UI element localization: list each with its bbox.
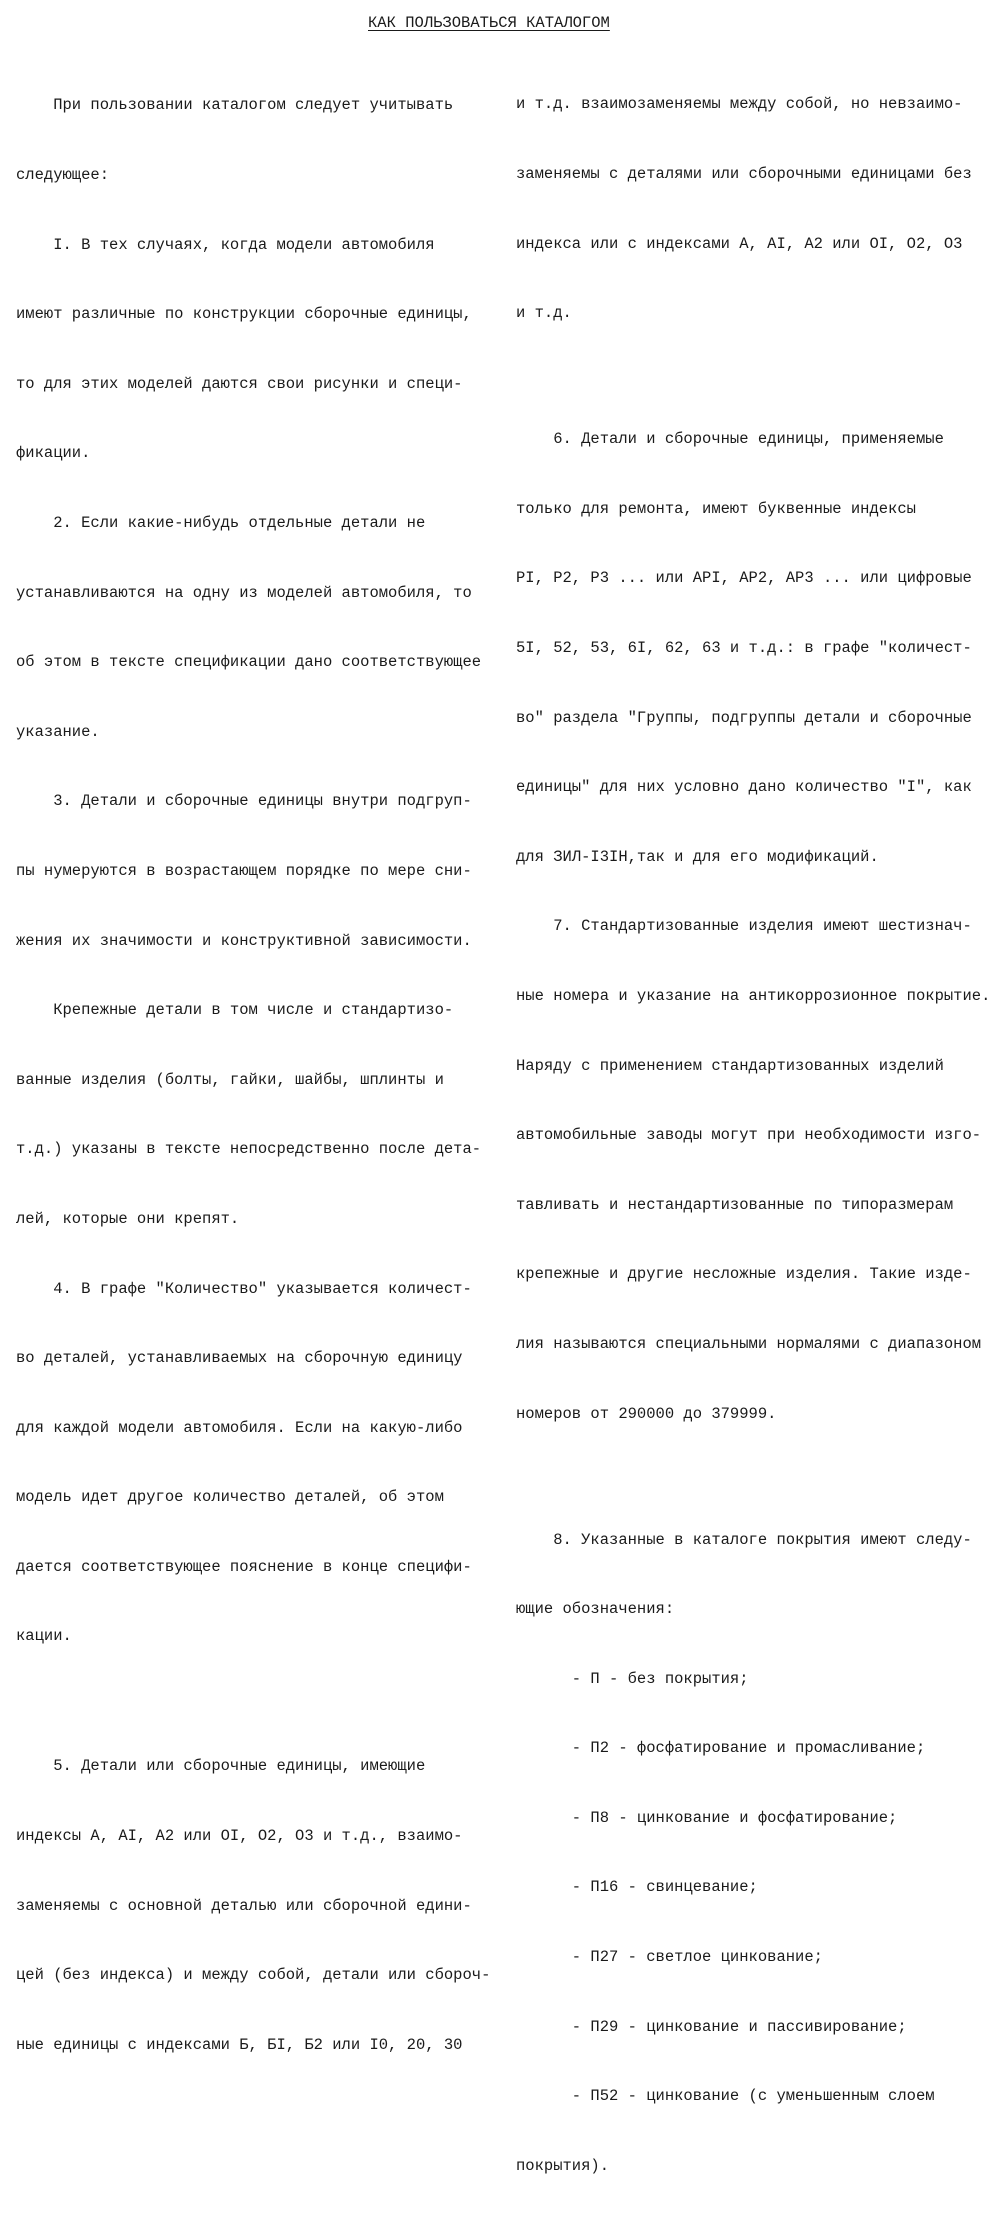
text-line: лия называются специальными нормалями с диапазоном — [516, 1334, 982, 1353]
coating-list-item: - П16 - свинцевание; — [516, 1878, 758, 1897]
text-line: жения их значимости и конструктивной зависимости. — [16, 931, 472, 950]
text-line: модель идет другое количество деталей, об этом — [16, 1488, 444, 1507]
text-line: 5. Детали или сборочные единицы, имеющие — [16, 1757, 426, 1776]
text-line: и т.д. взаимозаменяемы между собой, но невзаимо- — [516, 95, 963, 114]
text-line: ванные изделия (болты, гайки, шайбы, шплинты и — [16, 1070, 444, 1089]
text-line: Наряду с применением стандартизованных изделий — [516, 1056, 944, 1075]
text-line: кации. — [16, 1627, 72, 1646]
text-line: 4. В графе "Количество" указывается количест- — [16, 1279, 472, 1298]
text-line: заменяемы с основной деталью или сборочной едини- — [16, 1896, 472, 1915]
text-line: Крепежные детали в том числе и стандартизо- — [16, 1001, 454, 1020]
text-line: крепежные и другие несложные изделия. Такие изде- — [516, 1265, 972, 1284]
text-line: 2. Если какие-нибудь отдельные детали не — [16, 513, 426, 532]
text-line: и т.д. — [516, 304, 572, 323]
text-line: покрытия). — [516, 2156, 610, 2175]
coating-list-item: - П29 - цинкование и пассивирование; — [516, 2017, 907, 2036]
text-line: указание. — [16, 722, 100, 741]
text-line: следующее: — [16, 166, 110, 184]
text-line: фикации. — [16, 444, 91, 463]
text-line: 3. Детали и сборочные единицы внутри подгруп- — [16, 792, 472, 811]
text-line: т.д.) указаны в тексте непосредственно после дета- — [16, 1140, 482, 1159]
text-line: для каждой модели автомобиля. Если на какую-либо — [16, 1418, 463, 1437]
left-column — [16, 48, 506, 2103]
text-line: автомобильные заводы могут при необходимости изго- — [516, 1126, 982, 1145]
text-line: PI, P2, P3 ... или АРI, АР2, АР3 ... или цифровые — [516, 569, 972, 588]
text-line: цей (без индекса) и между собой, детали или сбороч- — [16, 1966, 491, 1985]
text-line: заменяемы с деталями или сборочными единицами без — [516, 165, 972, 183]
text-line: ные единицы с индексами Б, БI, Б2 или I0, 20, 30 — [16, 2035, 463, 2054]
text-line: об этом в тексте спецификации дано соответствующее — [16, 653, 482, 672]
coating-list-item: - П52 - цинкование (с уменьшенным слоем — [516, 2087, 935, 2106]
coating-list-item: - П2 - фосфатирование и промасливание; — [516, 1739, 926, 1758]
text-line: лей, которые они крепят. — [16, 1209, 240, 1228]
text-line: во деталей, устанавливаемых на сборочную единицу — [16, 1349, 463, 1368]
text-line: При пользовании каталогом следует учитывать — [16, 96, 454, 115]
text-line: 6. Детали и сборочные единицы, применяемые — [516, 430, 944, 449]
text-line: для ЗИЛ-I3IН,так и для его модификаций. — [516, 847, 879, 866]
text-line: дается соответствующее пояснение в конце специфи- — [16, 1557, 472, 1576]
text-line: пы нумеруются в возрастающем порядке по мере сни- — [16, 861, 472, 880]
text-line: то для этих моделей даются свои рисунки и специ- — [16, 374, 463, 393]
page-title: КАК ПОЛЬЗОВАТЬСЯ КАТАЛОГОМ — [368, 14, 610, 32]
text-line: устанавливаются на одну из моделей автомобиля, то — [16, 583, 472, 602]
text-line: во" раздела "Группы, подгруппы детали и сборочные — [516, 708, 972, 727]
text-line: номеров от 290000 до 379999. — [516, 1404, 777, 1423]
text-line: 5I, 52, 53, 6I, 62, 63 и т.д.: в графе "количест- — [516, 638, 972, 657]
coating-list-item: - П8 - цинкование и фосфатирование; — [516, 1808, 898, 1827]
text-line: имеют различные по конструкции сборочные единицы, — [16, 305, 472, 324]
text-line: ные номера и указание на антикоррозионное покрытие. — [516, 986, 991, 1005]
text-line: I. В тех случаях, когда модели автомобиля — [16, 235, 435, 254]
coating-list-item: - П - без покрытия; — [516, 1669, 749, 1688]
text-line: 7. Стандартизованные изделия имеют шестизнач- — [516, 917, 972, 936]
text-line: индекса или с индексами А, АI, А2 или ОI, О2, О3 — [516, 234, 963, 253]
text-line: 8. Указанные в каталоге покрытия имеют следу- — [516, 1530, 972, 1549]
text-line: тавливать и нестандартизованные по типоразмерам — [516, 1195, 954, 1214]
coating-list-item: - П27 - светлое цинкование; — [516, 1948, 823, 1967]
text-line: индексы А, АI, А2 или ОI, О2, О3 и т.д., взаимо- — [16, 1827, 463, 1846]
right-column — [516, 47, 996, 2224]
text-line: только для ремонта, имеют буквенные индексы — [516, 499, 916, 518]
text-line: ющие обозначения: — [516, 1600, 675, 1619]
text-line: единицы" для них условно дано количество "I", как — [516, 778, 972, 797]
